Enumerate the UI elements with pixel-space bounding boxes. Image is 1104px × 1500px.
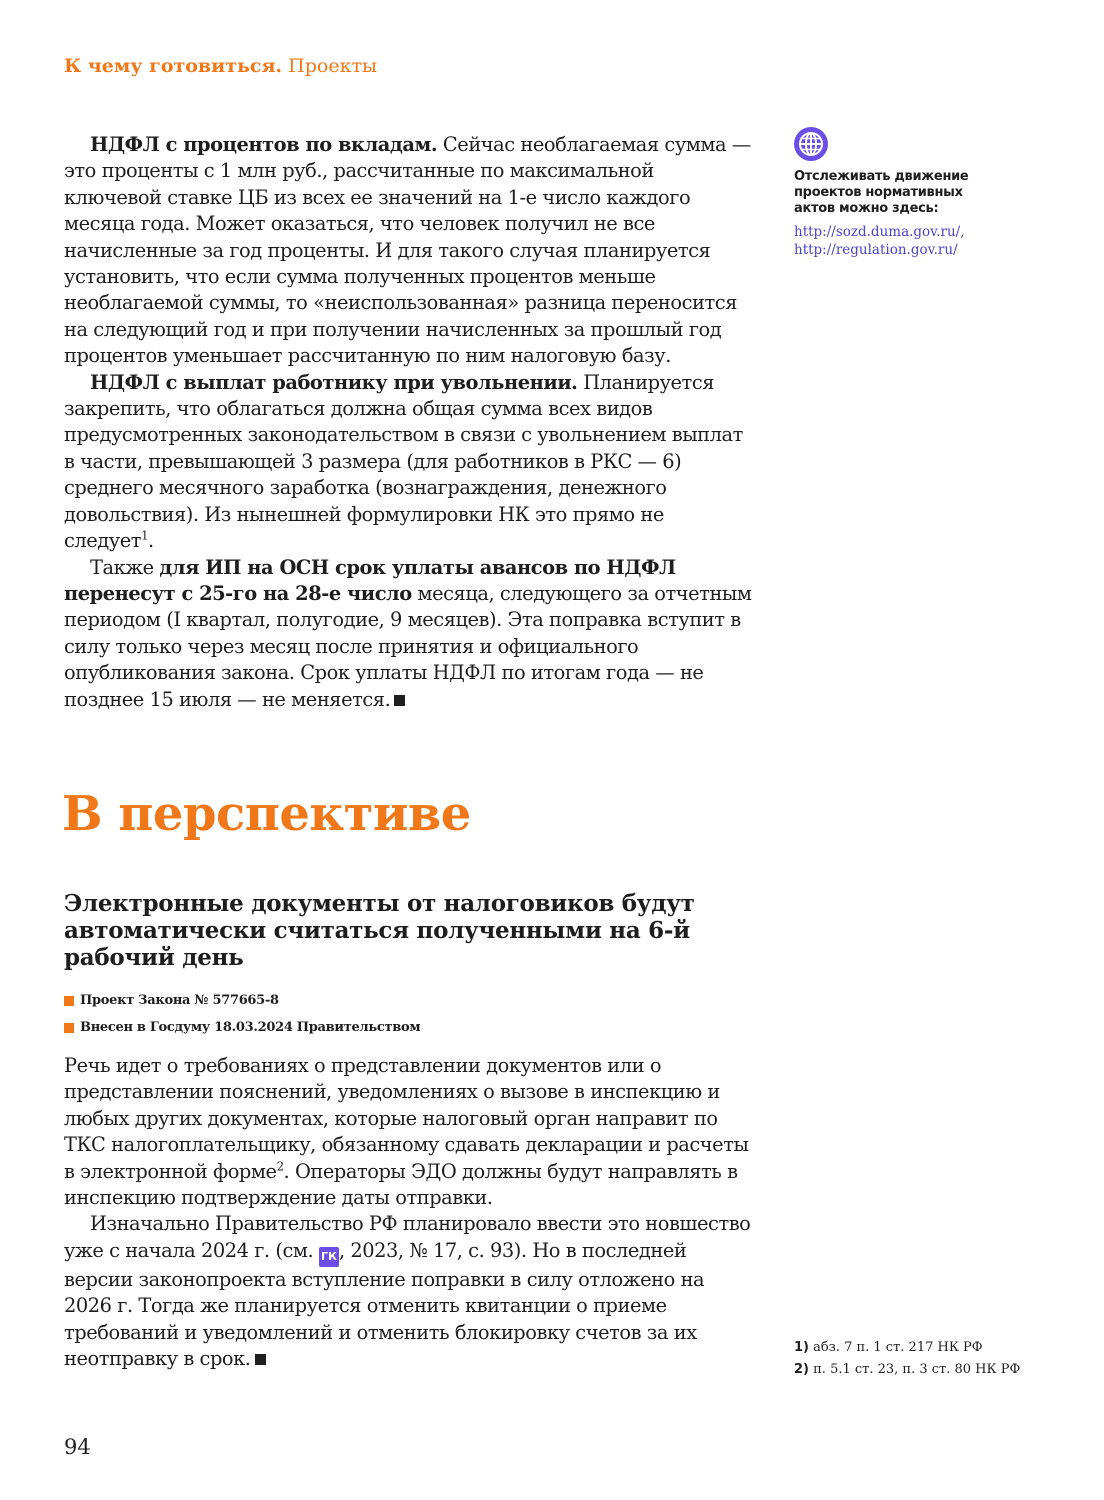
sidebar-note bbox=[794, 127, 1004, 259]
end-mark-icon bbox=[394, 695, 405, 706]
article-title: Электронные документы от налоговиков будут автоматически считаться полученными на 6-й рабочий день bbox=[64, 890, 695, 971]
paragraph-deposits bbox=[64, 132, 754, 370]
paragraph-advances-pre: Также bbox=[90, 555, 160, 579]
sidebar-links bbox=[794, 223, 1004, 259]
section-heading: В перспективе bbox=[62, 786, 471, 842]
paragraph-advances-bold: для ИП на ОСН срок уплаты авансов по НДФЛ перенесут с 25-го на 28-е число bbox=[64, 555, 676, 605]
paragraph-deposits-lead: НДФЛ с процентов по вкладам. bbox=[90, 133, 438, 156]
article-meta bbox=[64, 987, 420, 1041]
header-section-bold: К чему готовиться. bbox=[64, 55, 283, 77]
meta-bill-number-text: Проект Закона № 577665-8 bbox=[80, 993, 279, 1008]
paragraph-dismissal: НДФЛ с выплат работнику при увольнении. Планируется закрепить, что облагаться должна общая сумма всех видов предусмотренных законодательством в связи с увольнением выплат в части, превышающей 3 размера (для работников в РКС — 6) среднего месячного заработка (вознаграждения, денежного довольствия). Из нынешней формулировки НК это прямо не следует$^1$. bbox=[64, 370, 743, 553]
paragraph-dismissal-lead: НДФЛ с выплат работнику при увольнении. bbox=[90, 370, 578, 394]
article-body bbox=[64, 1053, 754, 1372]
footnote-1 bbox=[794, 1337, 1020, 1359]
sidebar-title: Отслеживать движение проектов нормативных актов можно здесь: bbox=[794, 169, 969, 216]
footnotes bbox=[794, 1337, 1020, 1381]
footnote-ref-1[interactable]: 1 bbox=[141, 528, 149, 543]
footnote-1-number: 1) bbox=[794, 1340, 809, 1355]
link-regulation[interactable]: http://regulation.gov.ru/ bbox=[794, 242, 958, 258]
footnote-1-text: абз. 7 п. 1 ст. 217 НК РФ bbox=[813, 1340, 983, 1355]
meta-submitted-text: Внесен в Госдуму 18.03.2024 Правительством bbox=[80, 1020, 421, 1035]
running-header bbox=[64, 55, 377, 77]
article-paragraph-1 bbox=[64, 1053, 754, 1211]
gk-magazine-icon: ГК bbox=[319, 1247, 339, 1267]
footnote-2-number: 2) bbox=[794, 1362, 809, 1377]
bullet-square-icon bbox=[64, 1023, 74, 1033]
paragraph-advances bbox=[64, 555, 754, 713]
meta-bill-number bbox=[64, 987, 420, 1014]
main-text bbox=[64, 132, 754, 713]
meta-submitted bbox=[64, 1014, 420, 1041]
link-sozd-duma[interactable]: http://sozd.duma.gov.ru/, bbox=[794, 224, 965, 240]
article-paragraph-1-text2: . Операторы ЭДО должны будут направлять в инспекцию подтверждение даты отправки. bbox=[64, 1159, 738, 1210]
bullet-square-icon bbox=[64, 996, 74, 1006]
header-section-light: Проекты bbox=[288, 55, 378, 77]
article-paragraph-2-text: , 2023, № 17, с. 93). Но в последней версии законопроекта вступление поправки в силу отложено на 2026 г. Тогда же планируется отменить квитанции о приеме требований и уведомлений и отменить блокировку счетов за их неотправку в срок. bbox=[64, 1238, 705, 1371]
article-paragraph-2-pre: Изначально Правительство РФ планировало ввести это новшество уже с начала 2024 г. (см. bbox=[64, 1212, 751, 1262]
paragraph-dismissal-body: Планируется закрепить, что облагаться должна общая сумма всех видов предусмотренных законодательством в связи с увольнением выплат в части, превышающей 3 размера (для работников в РКС — 6) среднего месячного заработка (вознаграждения, денежного довольствия). Из нынешней формулировки НК это прямо не следует bbox=[64, 370, 743, 553]
article-paragraph-1-text: Речь идет о требованиях о представлении документов или о представлении пояснений, уведомлениях о вызове в инспекцию и любых других документах, которые налоговый орган направит по ТКС налогоплательщику, обязанному сдавать декларации и расчеты в электронной форме bbox=[64, 1054, 749, 1183]
globe-icon bbox=[794, 127, 828, 161]
footnote-ref-2[interactable]: 2 bbox=[276, 1159, 284, 1174]
article-paragraph-2 bbox=[64, 1211, 754, 1372]
page-number: 94 bbox=[64, 1435, 91, 1459]
end-mark-icon bbox=[255, 1354, 266, 1365]
paragraph-deposits-body: Сейчас необлагаемая сумма — это проценты с 1 млн руб., рассчитанные по максимальной ключевой ставке ЦБ из всех ее значений на 1-е число каждого месяца года. Может оказаться, что человек получил не все начисленные за год проценты. И для такого случая планируется установить, что если сумма полученных процентов меньше необлагаемой суммы, то «неиспользованная» разница переносится на следующий год и при получении начисленных за прошлый год процентов уменьшает рассчитанную по ним налоговую базу. bbox=[64, 133, 751, 368]
paragraph-advances-body: месяца, следующего за отчетным периодом (I квартал, полугодие, 9 месяцев). Эта поправка вступит в силу только через месяц после принятия и официального опубликования закона. Срок уплаты НДФЛ по итогам года — не позднее 15 июля — не меняется. bbox=[64, 581, 752, 711]
footnote-2-text: п. 5.1 ст. 23, п. 3 ст. 80 НК РФ bbox=[813, 1362, 1021, 1377]
footnote-2 bbox=[794, 1359, 1020, 1381]
